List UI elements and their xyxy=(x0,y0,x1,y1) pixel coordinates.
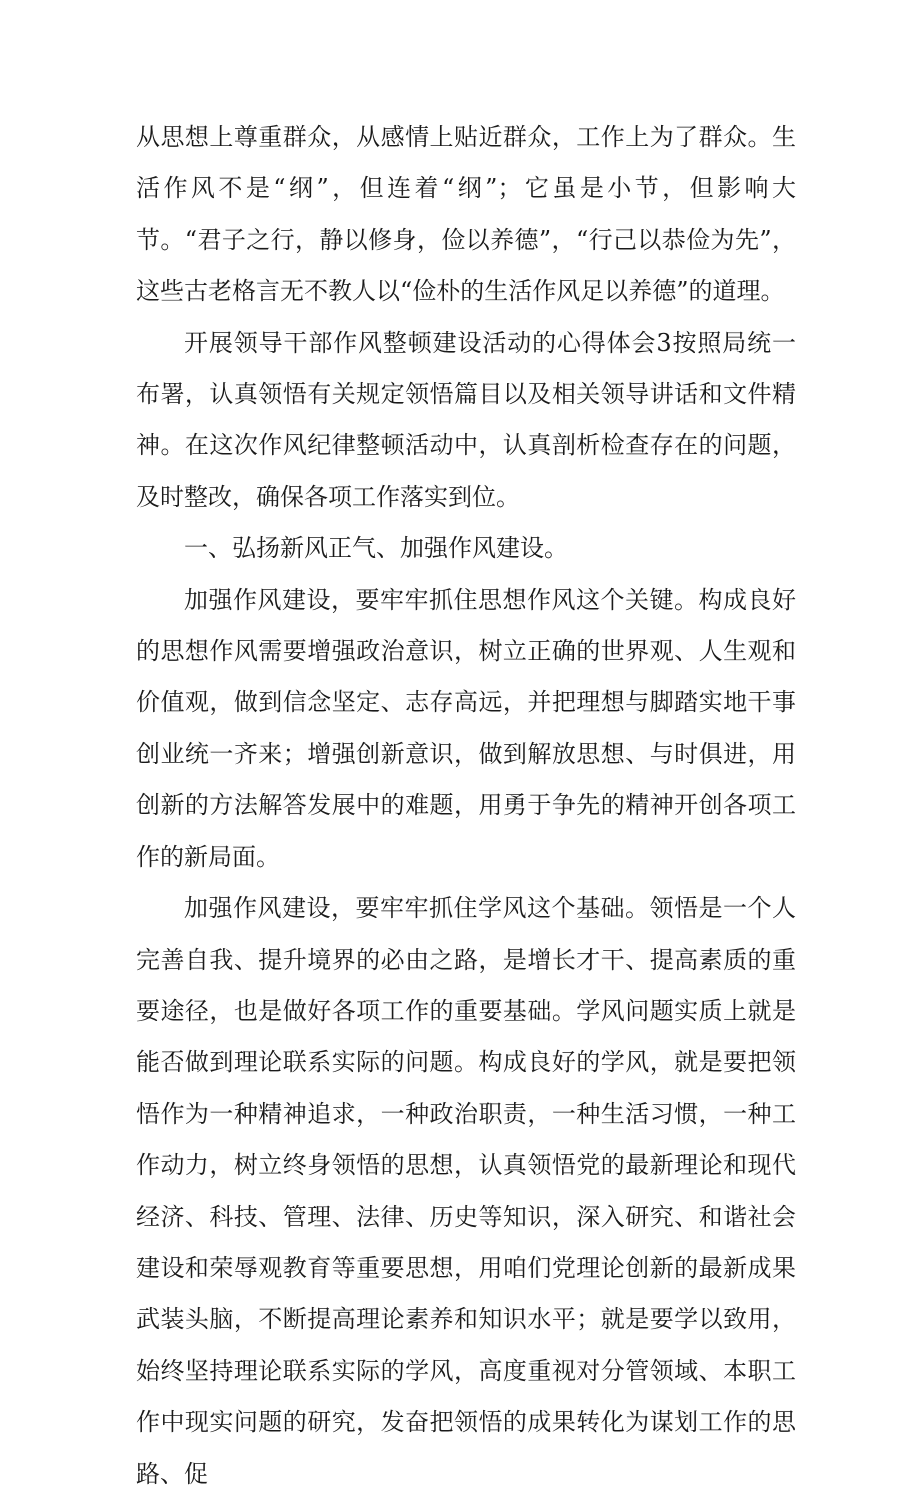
paragraph-3: 加强作风建设，要牢牢抓住思想作风这个关键。构成良好的思想作风需要增强政治意识，树立正确的世界观、人生观和价值观，做到信念坚定、志存高远，并把理想与脚踏实地干事创业统一齐来；增强创新意识，做到解放思想、与时俱进，用创新的方法解答发展中的难题，用勇于争先的精神开创各项工作的新局面。 xyxy=(136,585,796,871)
paragraph-4: 加强作风建设，要牢牢抓住学风这个基础。领悟是一个人完善自我、提升境界的必由之路，是增长才干、提高素质的重要途径，也是做好各项工作的重要基础。学风问题实质上就是能否做到理论联系实际的问题。构成良好的学风，就是要把领悟作为一种精神追求，一种政治职责，一种生活习惯，一种工作动力，树立终身领悟的思想，认真领悟党的最新理论和现代经济、科技、管理、法律、历史等知识，深入研究、和谐社会建设和荣辱观教育等重要思想，用咱们党理论创新的最新成果武装头脑，不断提高理论素养和知识水平；就是要学以致用，始终坚持理论联系实际的学风，高度重视对分管领域、本职工作中现实问题的研究，发奋把领悟的成果转化为谋划工作的思路、促 xyxy=(136,894,796,1488)
paragraph-2: 开展领导干部作风整顿建设活动的心得体会3按照局统一布署，认真领悟有关规定领悟篇目以及相关领导讲话和文件精神。在这次作风纪律整顿活动中，认真剖析检查存在的问题，及时整改，确保各项工作落实到位。 xyxy=(136,328,796,511)
document-body xyxy=(136,112,796,1500)
section-heading: 一、弘扬新风正气、加强作风建设。 xyxy=(184,534,568,563)
paragraph-1: 从思想上尊重群众，从感情上贴近群众，工作上为了群众。生活作风不是“纲”，但连着“纲”；它虽是小节，但影响大节。“君子之行，静以修身，俭以养德”，“行己以恭俭为先”，这些古老格言无不教人以“俭朴的生活作风足以养德”的道理。 xyxy=(136,123,796,306)
